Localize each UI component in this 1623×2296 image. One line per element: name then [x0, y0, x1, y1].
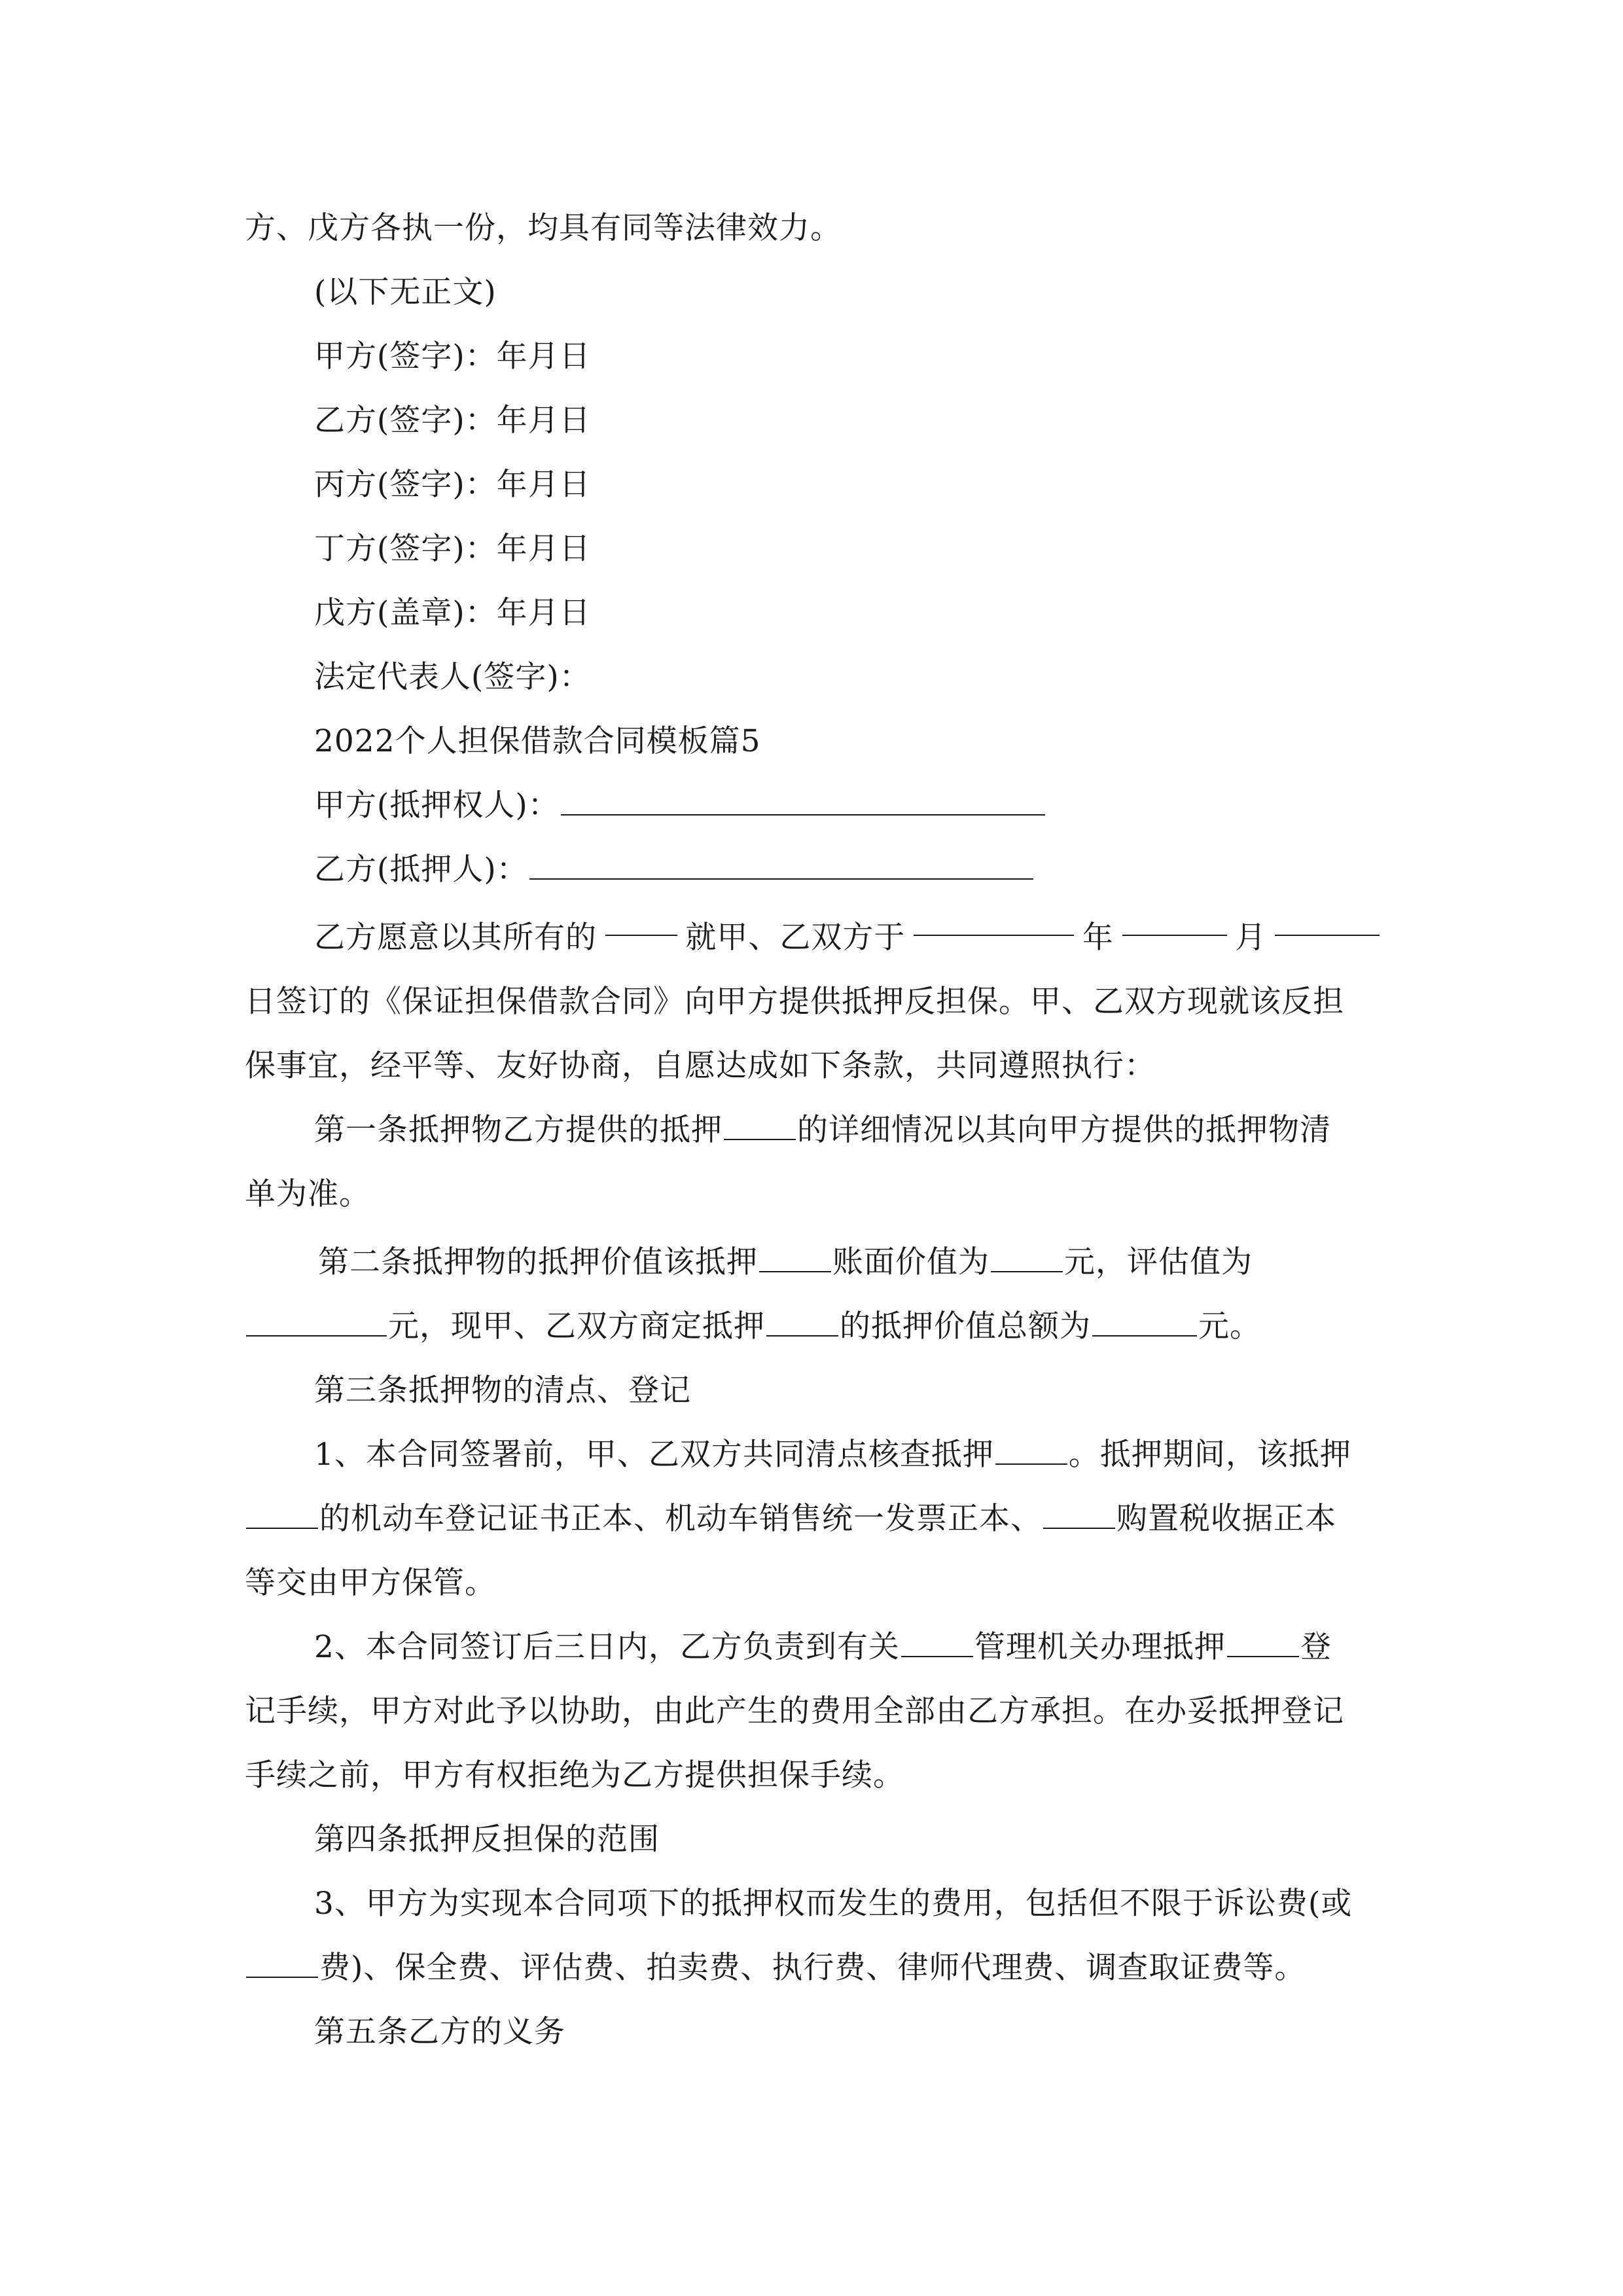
blank-field: [766, 1306, 838, 1336]
mortgagee-line: [245, 774, 1381, 838]
document-body: [245, 196, 1381, 2064]
section-title: 2022个人担保借款合同模板篇5: [314, 723, 761, 759]
blank-field: [759, 1242, 831, 1272]
text-segment: 元，现甲、乙双方商定抵押: [388, 1308, 765, 1344]
text-segment: 元，评估值为: [1064, 1244, 1253, 1280]
paragraph-line: 日签订的《保证担保借款合同》向甲方提供抵押反担保。甲、乙双方现就该反担: [245, 984, 1344, 1020]
blank-field: [1092, 1306, 1197, 1336]
paragraph-line: 记手续，甲方对此予以协助，由此产生的费用全部由乙方承担。在办妥抵押登记: [245, 1693, 1344, 1729]
signature-line-party-e: 戊方(盖章)：年月日: [314, 595, 591, 631]
signature-line-party-c: 丙方(签字)：年月日: [314, 467, 591, 503]
blank-field: [246, 1499, 318, 1529]
text-segment: 就甲、乙双方于: [685, 920, 906, 956]
clause-heading: 第三条抵押物的清点、登记: [314, 1372, 691, 1408]
text-segment: 的抵押价值总额为: [840, 1308, 1091, 1344]
blank-field: [529, 850, 1033, 880]
mortgagee-label: 甲方(抵押权人)：: [314, 787, 560, 823]
text-segment: 费)、保全费、评估费、拍卖费、执行费、律师代理费、调查取证费等。: [319, 1950, 1306, 1986]
text-segment: 。抵押期间，该抵押: [1068, 1437, 1351, 1473]
signature-line-party-d: 丁方(签字)：年月日: [314, 531, 591, 567]
text-segment: 购置税收据正本: [1116, 1501, 1336, 1537]
paragraph-line: [245, 906, 1381, 970]
legal-representative-line: 法定代表人(签字)：: [314, 659, 591, 695]
text-segment: 月: [1235, 920, 1267, 956]
text-segment: 管理机关办理抵押: [974, 1629, 1226, 1665]
text-segment: 的详细情况以其向甲方提供的抵押物清: [797, 1112, 1331, 1148]
signature-line-party-a: 甲方(签字)：年月日: [314, 338, 591, 374]
blank-field: [724, 1110, 796, 1140]
paragraph-line: 等交由甲方保管。: [245, 1565, 496, 1601]
blank-field: [1227, 1627, 1299, 1657]
blank-field: [1275, 906, 1380, 936]
paragraph-line: [245, 1230, 1381, 1295]
blank-field: [914, 906, 1074, 936]
text-segment: 年: [1082, 920, 1114, 956]
paragraph-line: 3、甲方为实现本合同项下的抵押权而发生的费用，包括但不限于诉讼费(或: [314, 1886, 1353, 1922]
paragraph-line: [245, 1487, 1381, 1551]
blank-field: [605, 906, 677, 936]
text-segment: 账面价值为: [832, 1244, 990, 1280]
blank-field: [246, 1306, 387, 1336]
text-segment: 乙方愿意以其所有的: [314, 920, 597, 956]
clause-heading: 第四条抵押反担保的范围: [314, 1821, 660, 1857]
blank-field: [1043, 1499, 1115, 1529]
text-segment: 元。: [1198, 1308, 1261, 1344]
no-text-below-note: (以下无正文): [314, 274, 497, 310]
paragraph-line: [245, 1098, 1381, 1162]
mortgagor-line: [245, 838, 1381, 902]
blank-field: [995, 1435, 1067, 1465]
clause-heading: 第五条乙方的义务: [314, 2014, 565, 2050]
paragraph-line: 单为准。: [245, 1176, 370, 1212]
paragraph-line: [245, 1423, 1381, 1487]
paragraph-line: [245, 1615, 1381, 1679]
mortgagor-label: 乙方(抵押人)：: [314, 852, 528, 888]
text-segment: 登: [1300, 1629, 1332, 1665]
text-segment: 第一条抵押物乙方提供的抵押: [314, 1112, 722, 1148]
text-line: 方、戊方各执一份，均具有同等法律效力。: [245, 210, 842, 246]
paragraph-line: [245, 1295, 1381, 1359]
paragraph-line: 手续之前，甲方有权拒绝为乙方提供担保手续。: [245, 1757, 904, 1793]
text-segment: 2、本合同签订后三日内，乙方负责到有关: [314, 1629, 900, 1665]
paragraph-line: [245, 1936, 1381, 2000]
blank-field: [561, 785, 1045, 816]
text-segment: 1、本合同签署前，甲、乙双方共同清点核查抵押: [314, 1437, 994, 1473]
text-segment: 第二条抵押物的抵押价值该抵押: [318, 1244, 758, 1280]
signature-line-party-b: 乙方(签字)：年月日: [314, 403, 591, 439]
blank-field: [991, 1242, 1063, 1272]
blank-field: [1122, 906, 1227, 936]
paragraph-line: 保事宜，经平等、友好协商，自愿达成如下条款，共同遵照执行：: [245, 1048, 1156, 1084]
blank-field: [246, 1948, 318, 1978]
blank-field: [901, 1627, 973, 1657]
text-segment: 的机动车登记证书正本、机动车销售统一发票正本、: [319, 1501, 1042, 1537]
